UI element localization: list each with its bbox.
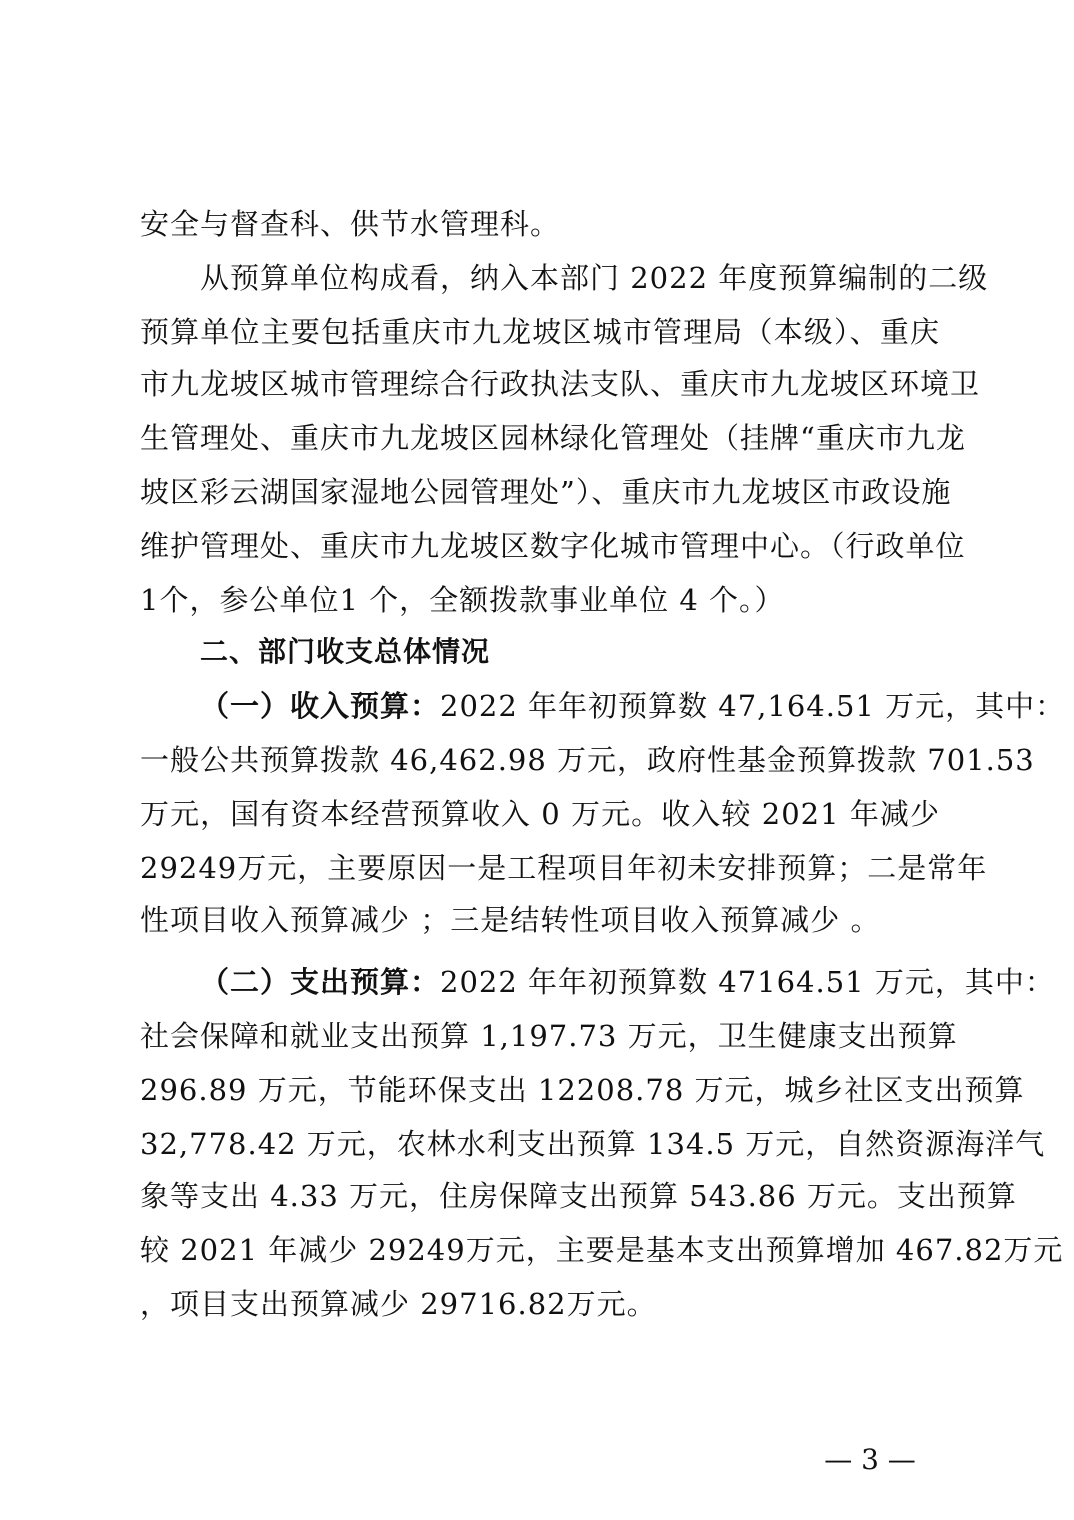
paragraph-line: 较 2021 年减少 29249万元，主要是基本支出预算增加 467.82万元 xyxy=(140,1233,1064,1267)
paragraph-line: 市九龙坡区城市管理综合行政执法支队、重庆市九龙坡区环境卫 xyxy=(140,367,981,401)
paragraph-line: 1个，参公单位1 个，全额拨款事业单位 4 个。） xyxy=(140,583,785,617)
paragraph-line: 生管理处、重庆市九龙坡区园林绿化管理处（挂牌“重庆市九龙 xyxy=(140,421,966,455)
expenditure-budget-text: 2022 年年初预算数 47164.51 万元，其中： xyxy=(440,965,1055,999)
income-budget-text: 2022 年年初预算数 47,164.51 万元，其中： xyxy=(440,689,1066,723)
paragraph-line: 一般公共预算拨款 46,462.98 万元，政府性基金预算拨款 701.53 xyxy=(140,743,1035,777)
paragraph-line: 从预算单位构成看，纳入本部门 2022 年度预算编制的二级 xyxy=(200,261,989,295)
paragraph-line: 坡区彩云湖国家湿地公园管理处”）、重庆市九龙坡区市政设施 xyxy=(140,475,952,509)
income-budget-line xyxy=(200,680,1066,732)
page-number: — 3 — xyxy=(824,1443,916,1476)
paragraph-line: 安全与督查科、供节水管理科。 xyxy=(140,207,561,241)
paragraph-line: 29249万元，主要原因一是工程项目年初未安排预算；二是常年 xyxy=(140,851,988,885)
paragraph-line: 万元，国有资本经营预算收入 0 万元。收入较 2021 年减少 xyxy=(140,797,940,831)
section-heading: 二、部门收支总体情况 xyxy=(200,635,491,668)
paragraph-line: 296.89 万元，节能环保支出 12208.78 万元，城乡社区支出预算 xyxy=(140,1073,1025,1107)
paragraph-line: 性项目收入预算减少 ；三是结转性项目收入预算减少 。 xyxy=(140,903,881,937)
paragraph-line: 社会保障和就业支出预算 1,197.73 万元，卫生健康支出预算 xyxy=(140,1019,958,1053)
paragraph-line: 预算单位主要包括重庆市九龙坡区城市管理局（本级）、重庆 xyxy=(140,315,940,349)
paragraph-line: 32,778.42 万元，农林水利支出预算 134.5 万元，自然资源海洋气 xyxy=(140,1127,1046,1161)
income-budget-label: （一）收入预算： xyxy=(200,689,441,723)
paragraph-line: 象等支出 4.33 万元，住房保障支出预算 543.86 万元。支出预算 xyxy=(140,1179,1017,1213)
paragraph-line: 维护管理处、重庆市九龙坡区数字化城市管理中心。（行政单位 xyxy=(140,529,966,563)
paragraph-line: ，项目支出预算减少 29716.82万元。 xyxy=(140,1287,657,1321)
expenditure-budget-label: （二）支出预算： xyxy=(200,965,441,999)
expenditure-budget-line xyxy=(200,956,1055,1008)
